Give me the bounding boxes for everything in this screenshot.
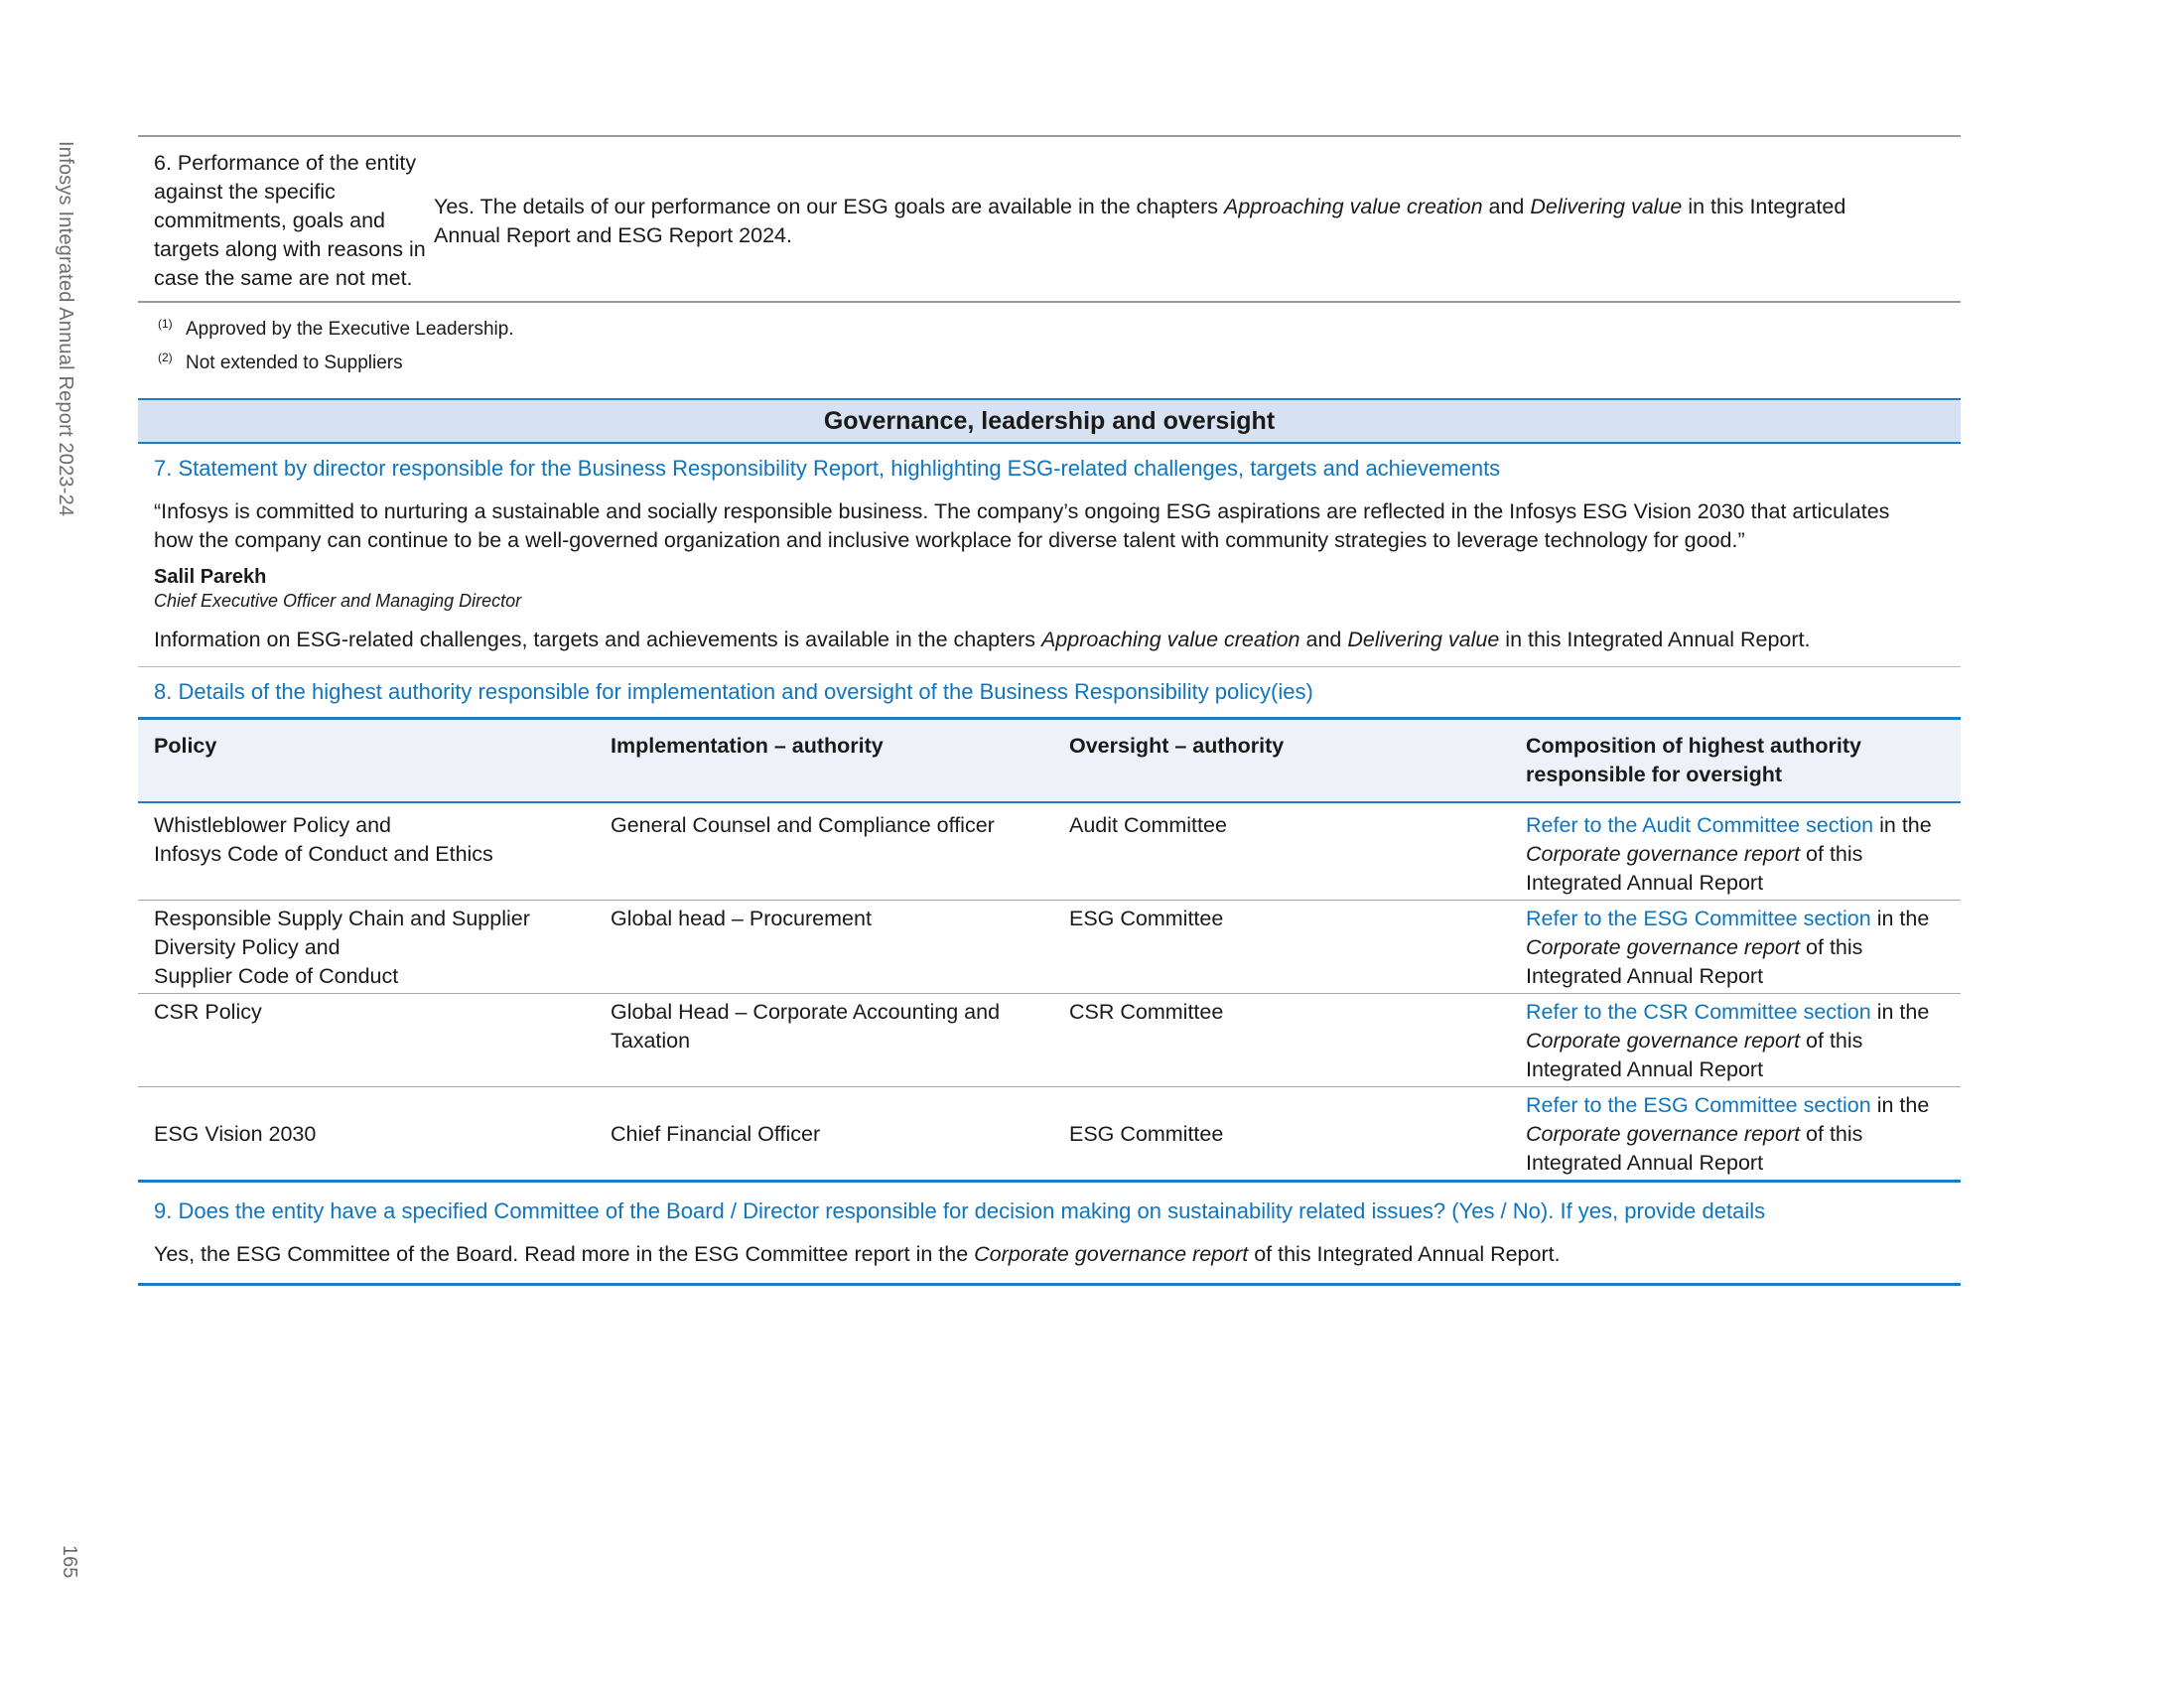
oversight-cell: CSR Committee: [1053, 994, 1510, 1087]
q7-heading: 7. Statement by director responsible for the Business Responsibility Report, highlighting ESG-related challenges, targets and achievements: [154, 456, 1501, 481]
q9-answer: [138, 1240, 1961, 1269]
footnote-mark: (2): [158, 351, 173, 364]
report-suffix: of this Integrated Annual Report: [1526, 842, 1863, 895]
signer-title: Chief Executive Officer and Managing Director: [154, 591, 522, 611]
oversight-cell: ESG Committee: [1053, 901, 1510, 994]
esg-committee-section-link[interactable]: Refer to the ESG Committee section: [1526, 907, 1871, 930]
in-the-text: in the: [1870, 1093, 1930, 1117]
policy-cell: CSR Policy: [138, 994, 595, 1087]
esg-committee-section-link[interactable]: Refer to the ESG Committee section: [1526, 1093, 1871, 1117]
q8-heading: 8. Details of the highest authority responsible for implementation and oversight of the Business Responsibility policy(ies): [154, 679, 1313, 704]
csr-committee-section-link[interactable]: Refer to the CSR Committee section: [1526, 1000, 1871, 1024]
composition-cell: [1510, 994, 1961, 1087]
policy-cell: Whistleblower Policy and Infosys Code of Conduct and Ethics: [138, 802, 595, 901]
oversight-cell: ESG Committee: [1053, 1087, 1510, 1182]
bottom-rule: [138, 1283, 1961, 1286]
chapter-link-approaching-value-creation: Approaching value creation: [1040, 628, 1300, 651]
footnotes: [138, 303, 1961, 380]
q7-info: [138, 626, 1961, 666]
column-header-composition: Composition of highest authority responsible for oversight: [1510, 719, 1961, 803]
governance-report-title: Corporate governance report: [1526, 1122, 1801, 1146]
report-suffix: of this Integrated Annual Report: [1526, 1029, 1863, 1081]
in-the-text: in the: [1870, 907, 1930, 930]
governance-report-title: Corporate governance report: [1526, 1029, 1801, 1053]
table-row: [138, 901, 1961, 994]
footnote-1: [158, 313, 1961, 347]
q9-answer-suffix: of this Integrated Annual Report.: [1248, 1242, 1561, 1266]
q6-answer: [434, 149, 1961, 293]
table-header-row: [138, 719, 1961, 803]
footnote-2: [158, 347, 1961, 380]
q6-answer-prefix: Yes. The details of our performance on our ESG goals are available in the chapters: [434, 194, 1224, 218]
page-number: 165: [59, 1545, 80, 1579]
q7-quote: “Infosys is committed to nurturing a sustainable and socially responsible business. The company’s ongoing ESG aspirations are reflected in the Infosys ESG Vision 2030 that articulates how the company can continue to be a well-governed organization and inclusive workplace for diverse talent with community strategies to leverage technology for good.”: [154, 499, 1890, 552]
chapter-link-approaching-value-creation: Approaching value creation: [1223, 194, 1483, 218]
table-row: [138, 802, 1961, 901]
q6-row: [138, 135, 1961, 303]
q9-heading: 9. Does the entity have a specified Committee of the Board / Director responsible for decision making on sustainability related issues? (Yes / No). If yes, provide details: [154, 1198, 1766, 1223]
footnote-mark: (1): [158, 317, 173, 331]
q7-and: and: [1299, 628, 1348, 651]
q6-and: and: [1482, 194, 1531, 218]
audit-committee-section-link[interactable]: Refer to the Audit Committee section: [1526, 813, 1874, 837]
policy-cell: ESG Vision 2030: [138, 1087, 595, 1182]
implementation-cell: General Counsel and Compliance officer: [595, 802, 1053, 901]
column-header-implementation: Implementation – authority: [595, 719, 1053, 803]
in-the-text: in the: [1870, 1000, 1930, 1024]
in-the-text: in the: [1873, 813, 1932, 837]
implementation-cell: Global Head – Corporate Accounting and Taxation: [595, 994, 1053, 1087]
signer-name: Salil Parekh: [154, 566, 267, 588]
column-header-oversight: Oversight – authority: [1053, 719, 1510, 803]
report-suffix: of this Integrated Annual Report: [1526, 935, 1863, 988]
chapter-link-delivering-value: Delivering value: [1347, 628, 1500, 651]
q6-answer-suffix: in this Integrated Annual Report and ESG Report 2024.: [434, 194, 1846, 247]
column-header-policy: Policy: [138, 719, 595, 803]
table-row: [138, 994, 1961, 1087]
governance-report-title: Corporate governance report: [1526, 935, 1801, 959]
composition-cell: [1510, 802, 1961, 901]
composition-cell: [1510, 901, 1961, 994]
section-title: Governance, leadership and oversight: [138, 398, 1961, 444]
chapter-link-delivering-value: Delivering value: [1530, 194, 1683, 218]
q7-info-suffix: in this Integrated Annual Report.: [1499, 628, 1811, 651]
q9-answer-prefix: Yes, the ESG Committee of the Board. Read more in the ESG Committee report in the: [154, 1242, 975, 1266]
q7-info-prefix: Information on ESG-related challenges, targets and achievements is available in the chapters: [154, 628, 1041, 651]
oversight-cell: Audit Committee: [1053, 802, 1510, 901]
report-suffix: of this Integrated Annual Report: [1526, 1122, 1863, 1175]
table-row: [138, 1087, 1961, 1182]
governance-report-title: Corporate governance report: [1526, 842, 1801, 866]
composition-cell: [1510, 1087, 1961, 1182]
footnote-text: Approved by the Executive Leadership.: [186, 319, 514, 340]
report-running-title: Infosys Integrated Annual Report 2023-24: [55, 141, 76, 517]
policy-cell: Responsible Supply Chain and Supplier Diversity Policy and Supplier Code of Conduct: [138, 901, 595, 994]
governance-report-title: Corporate governance report: [974, 1242, 1249, 1266]
policy-authority-table: [138, 717, 1961, 1183]
implementation-cell: Global head – Procurement: [595, 901, 1053, 994]
q6-label: 6. Performance of the entity against the specific commitments, goals and targets along with reasons in case the same are not met.: [154, 151, 426, 290]
footnote-text: Not extended to Suppliers: [186, 352, 403, 373]
implementation-cell: Chief Financial Officer: [595, 1087, 1053, 1182]
page-content: [138, 135, 1961, 1286]
